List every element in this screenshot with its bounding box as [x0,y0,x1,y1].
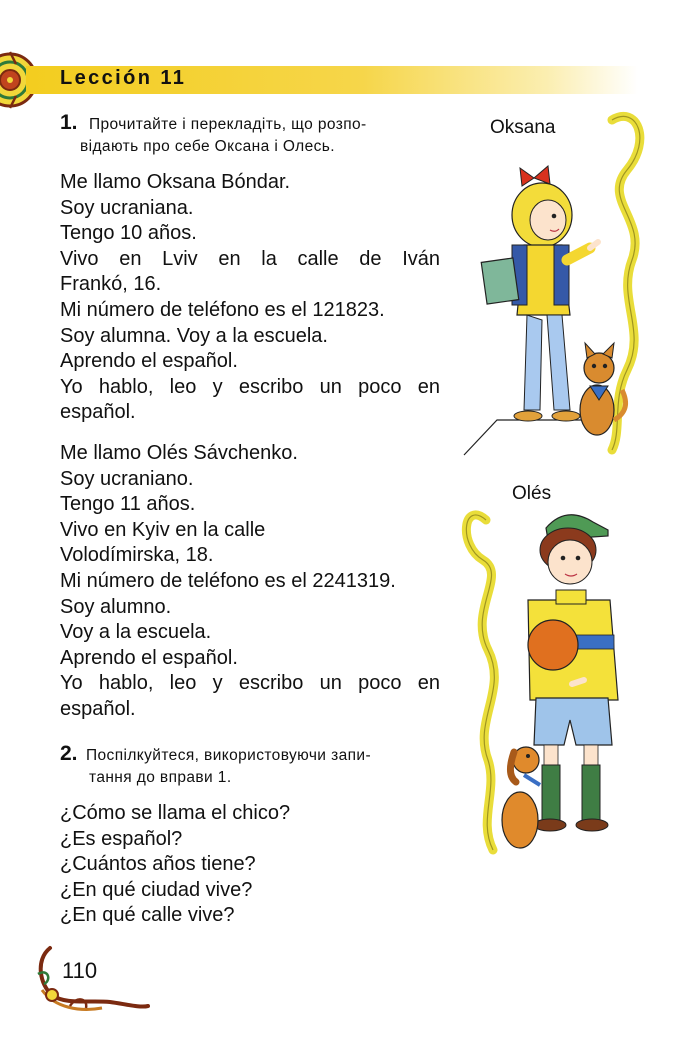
text-line: español. [60,697,136,720]
text-line: Soy alumno. [60,595,172,618]
oksana-illustration [462,110,654,462]
exercise-2-number: 2. [60,742,78,765]
text-line: español. [60,401,136,424]
lesson-title: Lección 11 [60,67,187,89]
oksana-caption: Oksana [490,117,556,138]
text-line: Yo hablo, leo y escribo un poco en [60,672,440,695]
page-number: 110 [62,958,98,983]
oksana-text [60,170,440,426]
text-line: Yo hablo, leo y escribo un poco en [60,375,440,398]
text-line: Me llamo Oksana Bóndar. [60,171,291,193]
question-item: ¿Cuántos años tiene? [60,853,256,876]
text-line: Aprendo el español. [60,646,238,669]
oles-text [60,441,440,723]
exercise-2-instruction [86,745,371,789]
question-item: ¿Cómo se llama el chico? [60,802,291,824]
questions-list [60,801,440,929]
text-line: Mi número de teléfono es el 121823. [60,298,385,321]
text-line: Tengo 11 años. [60,493,196,516]
exercise-1-instruction [80,114,367,158]
text-line: Frankó, 16. [60,273,162,296]
exercise-1-instruction-line1: Прочитайте і перекладіть, що розпо- [89,116,367,133]
text-line: Voy a la escuela. [60,621,212,644]
exercise-2-instruction-line1: Поспілкуйтеся, використовуючи запи- [86,747,372,764]
text-line: Soy alumna. Voy a la escuela. [60,324,328,347]
text-line: Mi número de teléfono es el 2241319. [60,569,396,592]
text-line: Vivo en Kyiv en la calle [60,518,266,541]
question-item: ¿En qué ciudad vive? [60,878,253,901]
text-line: Volodímirska, 18. [60,544,214,567]
text-line: Soy ucraniano. [60,467,194,490]
oles-caption: Olés [512,483,552,504]
text-line: Vivo en Lviv en la calle de Iván [60,247,440,270]
oles-illustration [458,500,652,860]
text-line: Soy ucraniana. [60,196,194,219]
exercise-1-instruction-line2: відають про себе Оксана і Олесь. [80,138,335,155]
text-line: Tengo 10 años. [60,222,197,245]
exercise-1-number: 1. [60,111,78,134]
text-line: Aprendo el español. [60,350,238,373]
text-line: Me llamo Olés Sávchenko. [60,442,298,464]
exercise-2-instruction-line2: тання до вправи 1. [89,769,232,786]
question-item: ¿En qué calle vive? [60,904,235,927]
question-item: ¿Es español? [60,827,183,850]
